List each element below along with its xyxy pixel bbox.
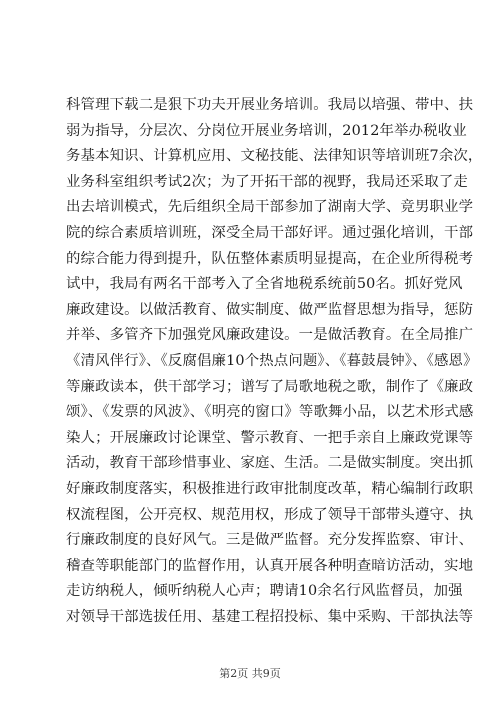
text-line: 出去培训模式，先后组织全局干部参加了湖南大学、竞男职业学: [66, 199, 474, 216]
text-line: 并举、多管齐下加强党风廉政建设。一是做活教育。在全局推广: [66, 327, 474, 344]
text-line: 业务科室组织考试2次；为了开拓干部的视野，我局还采取了走: [66, 173, 468, 190]
page-footer: [0, 667, 500, 681]
text-line: 行廉政制度的良好风气。三是做严监督。充分发挥监察、审计、: [66, 532, 474, 549]
text-line: 院的综合素质培训班，深受全局干部好评。通过强化培训，干部: [66, 224, 474, 241]
text-line: 活动，教育干部珍惜事业、家庭、生活。二是做实制度。突出抓: [66, 455, 474, 472]
text-line: 廉政建设。以做活教育、做实制度、做严监督思想为指导，惩防: [66, 301, 474, 318]
body-paragraph: [66, 93, 483, 630]
text-line: 等廉政读本，供干部学习；谱写了局歌地税之歌，制作了《廉政: [66, 378, 474, 395]
page-number: 第2页 共9页: [219, 667, 281, 680]
text-line: 染人；开展廉政讨论课堂、警示教育、一把手亲自上廉政党课等: [66, 429, 474, 446]
text-line: 对领导干部选拔任用、基建工程招投标、集中采购、干部执法等: [66, 608, 474, 625]
text-line: 颂》、《发票的风波》、《明亮的窗口》等歌舞小品，以艺术形式感: [66, 404, 474, 421]
text-line: 《清风伴行》、《反腐倡廉10个热点问题》、《暮鼓晨钟》、《感恩》: [66, 352, 478, 369]
text-line: 稽查等职能部门的监督作用，认真开展各种明查暗访活动，实地: [66, 557, 474, 574]
text-line: 权流程图，公开亮权、规范用权，形成了领导干部带头遵守、执: [66, 506, 474, 523]
text-line: 试中，我局有两名干部考入了全省地税系统前50名。抓好党风: [66, 276, 463, 293]
text-line: 的综合能力得到提升，队伍整体素质明显提高，在企业所得税考: [66, 250, 474, 267]
text-line: 走访纳税人，倾听纳税人心声；聘请10余名行风监督员，加强: [66, 583, 463, 600]
text-line: 好廉政制度落实，积极推进行政审批制度改革，精心编制行政职: [66, 480, 474, 497]
text-line: 科管理下载二是狠下功夫开展业务培训。我局以培强、带中、扶: [66, 97, 474, 113]
text-line: 弱为指导，分层次、分岗位开展业务培训，2012年举办税收业: [66, 122, 467, 139]
text-line: 务基本知识、计算机应用、文秘技能、法律知识等培训班7余次，: [66, 148, 483, 165]
